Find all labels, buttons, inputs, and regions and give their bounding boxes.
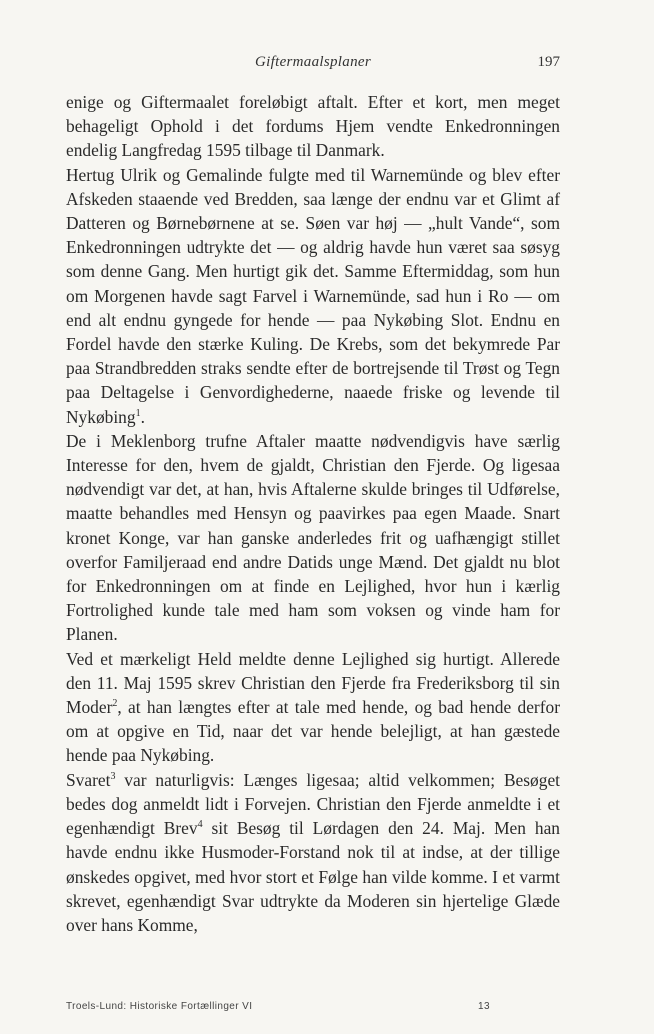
text-run: sit Besøg til Lørdagen den 24. Maj. Men han havde endnu ikke Husmoder-Forstand nok til at indse, at der tillige ønskedes opgivet, med hvor stort et Følge han vilde komme. I et varmt skrevet, egenhændigt Svar udtrykte da Moderen sin hjertelige Glæde over hans Komme, [66, 818, 560, 935]
footnote-marker: 4 [197, 819, 203, 831]
text-run: . [140, 406, 145, 427]
paragraph [66, 429, 560, 647]
paragraph [66, 647, 560, 768]
body-text [66, 90, 560, 937]
text-run: enige og Giftermaalet foreløbigt aftalt. Efter et kort, men meget behageligt Ophold i det fordums Hjem vendte Enkedronningen endelig Langfredag 1595 tilbage til Danmark. [66, 92, 560, 161]
footnote-marker: 3 [110, 770, 116, 782]
text-run: , at han længtes efter at tale med hende, og bad hende derfor om at opgive en Tid, naar det var hende belejligt, at han gæstede hende paa Nykøbing. [66, 697, 560, 766]
footer-credit: Troels-Lund: Historiske Fortællinger VI [66, 1001, 253, 1012]
text-run: De i Meklenborg trufne Aftaler maatte nødvendigvis have særlig Interesse for den, hvem de gjaldt, Christian den Fjerde. Og ligesaa nødvendigt var det, at han, hvis Aftalerne skulde bringes til Udførelse, maatte behandles med Hensyn og paavirkes paa egen Maade. Snart kronet Konge, var han ganske anderledes frit og uafhængigt stillet overfor Familjeraad end andre Datids unge Mænd. Det gjaldt nu blot for Enkedronningen om at finde en Lejlighed, hvor hun i kærlig Fortrolighed kunde tale med ham som voksen og vinde ham for Planen. [66, 430, 560, 645]
running-title: Giftermaalsplaner [255, 54, 371, 70]
text-run: var naturligvis: Længes ligesaa; altid velkommen; Besøget bedes dog anmeldt lidt i Forvejen. Christian den Fjerde anmeldte i et egenhændigt Brev [66, 769, 560, 839]
page-footer [66, 1001, 560, 1017]
footnote-marker: 1 [135, 407, 141, 419]
text-run: Ved et mærkeligt Held meldte denne Lejlighed sig hurtigt. Allerede den 11. Maj 1595 skrev Christian den Fjerde fra Frederiksborg til sin Moder [66, 648, 560, 718]
paragraph [66, 90, 560, 163]
paragraph [66, 163, 560, 429]
footnote-marker: 2 [112, 698, 118, 710]
paragraph [66, 768, 560, 937]
text-run: Svaret [66, 769, 111, 790]
text-run: Hertug Ulrik og Gemalinde fulgte med til Warnemünde og blev efter Afskeden staaende ved Bredden, saa længe der endnu var et Glimt af Datteren og Børnebørnene at se. Søen var høj — „hult Vande“, som Enkedronningen udtrykte det — og aldrig havde hun været saa søsyg som denne Gang. Men hurtigt gik det. Samme Eftermiddag, som hun om Morgenen havde sagt Farvel i Warnemünde, sad hun i Ro — om end alt endnu gyngede for hende — paa Nykøbing Slot. Endnu en Fordel havde den stærke Kuling. De Krebs, som det bekymrede Par paa Strandbredden straks sendte efter de bortrejsende til Trøst og Tegn paa Deltagelse i Genvordighederne, naaede friske og levende til Nykøbing [66, 164, 560, 427]
running-head [66, 54, 560, 78]
page-number: 197 [537, 54, 560, 70]
signature-mark: 13 [478, 1001, 490, 1012]
